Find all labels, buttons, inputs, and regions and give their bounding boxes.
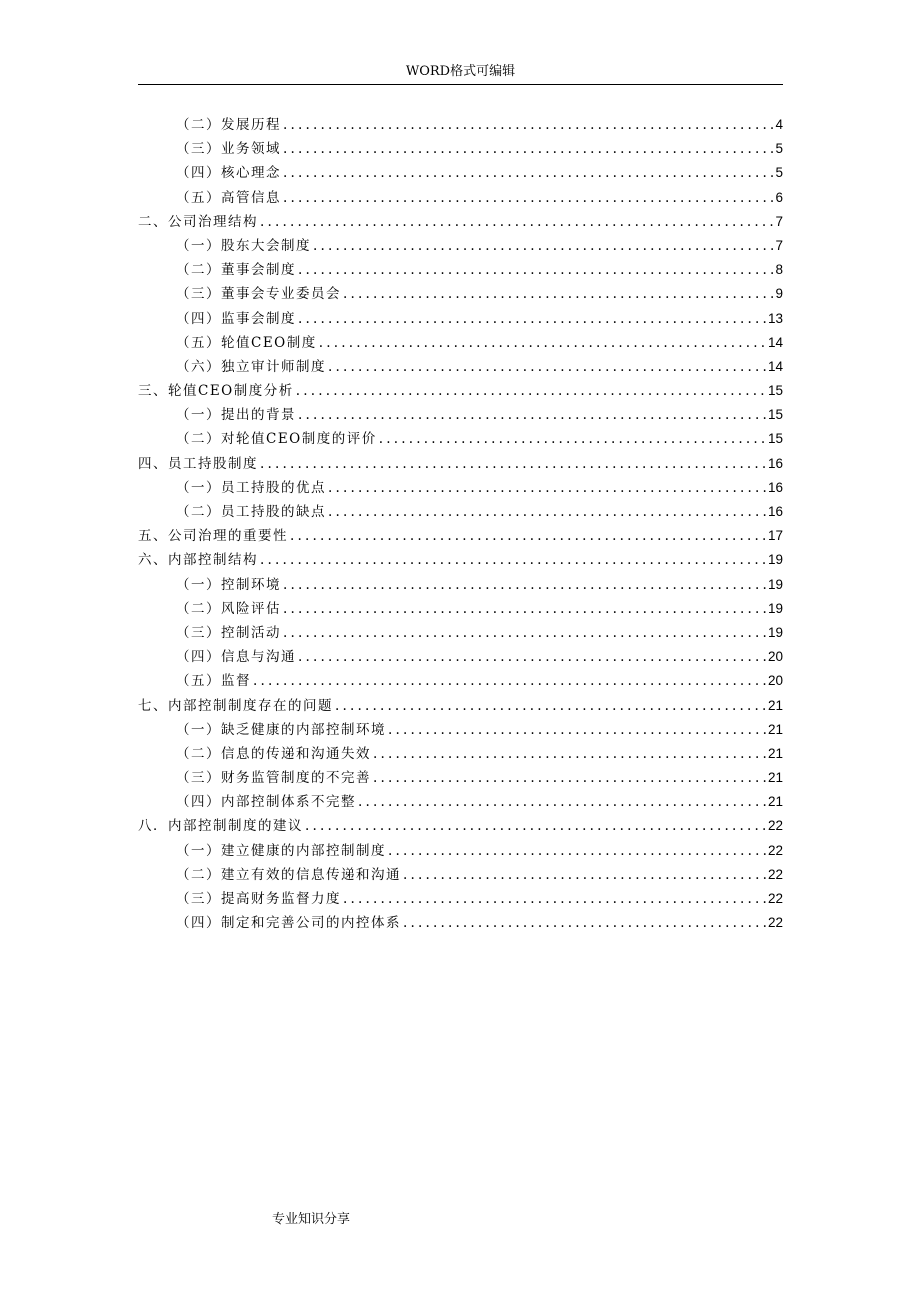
toc-entry-page-number: 19 (767, 600, 783, 616)
toc-dot-leader (373, 746, 766, 762)
toc-entry[interactable] (138, 331, 783, 355)
toc-entry-title: 二、公司治理结构 (138, 213, 258, 230)
toc-entry[interactable] (138, 548, 783, 572)
toc-entry-page-number: 6 (775, 189, 783, 205)
toc-dot-leader (298, 649, 766, 665)
toc-entry-title: 三、轮值CEO制度分析 (138, 383, 294, 400)
toc-entry-title: （二）信息的传递和沟通失效 (176, 745, 371, 762)
toc-entry-title: （四）监事会制度 (176, 310, 296, 327)
toc-entry[interactable] (138, 645, 783, 669)
toc-dot-leader (283, 577, 766, 593)
toc-entry[interactable] (138, 282, 783, 306)
toc-entry[interactable] (138, 500, 783, 524)
toc-entry[interactable] (138, 161, 783, 185)
toc-entry-page-number: 21 (767, 794, 783, 810)
toc-entry[interactable] (138, 307, 783, 331)
toc-dot-leader (260, 456, 766, 472)
toc-dot-leader (298, 311, 766, 327)
toc-entry-page-number: 22 (767, 818, 783, 834)
toc-entry-page-number: 13 (767, 310, 783, 326)
toc-dot-leader (373, 770, 766, 786)
toc-entry-title: （四）内部控制体系不完整 (176, 794, 356, 811)
toc-entry-title: （二）发展历程 (176, 117, 281, 133)
toc-entry[interactable] (138, 234, 783, 258)
toc-entry-page-number: 22 (767, 842, 783, 858)
toc-entry[interactable] (138, 258, 783, 282)
table-of-contents (138, 113, 783, 935)
toc-dot-leader (305, 818, 766, 834)
toc-dot-leader (283, 625, 766, 641)
toc-entry-page-number: 21 (767, 697, 783, 713)
toc-entry-title: 八．内部控制制度的建议 (138, 818, 303, 835)
toc-entry[interactable] (138, 790, 783, 814)
toc-dot-leader (343, 286, 773, 302)
toc-entry-title: （三）业务领域 (176, 141, 281, 158)
toc-entry-page-number: 9 (775, 286, 783, 302)
toc-entry[interactable] (138, 113, 783, 137)
toc-entry-title: （一）员工持股的优点 (176, 479, 326, 496)
toc-dot-leader (343, 891, 766, 907)
toc-entry-title: （五）高管信息 (176, 189, 281, 206)
toc-entry-title: （四）信息与沟通 (176, 649, 296, 666)
toc-entry-page-number: 16 (767, 504, 783, 519)
toc-dot-leader (253, 673, 766, 689)
toc-entry-title: （五）监督 (176, 673, 251, 690)
toc-entry-page-number: 19 (767, 624, 783, 640)
toc-entry-page-number: 15 (767, 407, 783, 423)
toc-dot-leader (298, 407, 766, 423)
toc-entry-title: （一）建立健康的内部控制制度 (176, 842, 386, 859)
toc-entry[interactable] (138, 766, 783, 790)
toc-entry[interactable] (138, 621, 783, 645)
toc-entry-page-number: 5 (775, 141, 783, 157)
toc-dot-leader (403, 867, 766, 883)
toc-entry-title: （一）提出的背景 (176, 407, 296, 424)
toc-entry-title: 六、内部控制结构 (138, 552, 258, 569)
toc-entry-page-number: 22 (767, 891, 783, 906)
toc-dot-leader (358, 794, 766, 810)
toc-entry[interactable] (138, 355, 783, 379)
toc-entry-page-number: 17 (767, 528, 783, 544)
toc-entry-title: （二）员工持股的缺点 (176, 504, 326, 520)
toc-dot-leader (379, 431, 766, 447)
toc-entry-page-number: 22 (767, 915, 783, 931)
toc-entry[interactable] (138, 137, 783, 161)
toc-entry-page-number: 19 (767, 552, 783, 568)
toc-entry[interactable] (138, 839, 783, 863)
toc-dot-leader (313, 238, 773, 254)
toc-entry-page-number: 21 (767, 745, 783, 761)
toc-entry-title: （一）控制环境 (176, 576, 281, 593)
toc-entry[interactable] (138, 573, 783, 597)
toc-entry[interactable] (138, 694, 783, 718)
toc-entry-title: （三）控制活动 (176, 624, 281, 641)
toc-entry-title: 七、内部控制制度存在的问题 (138, 697, 333, 714)
toc-entry-title: （二）对轮值CEO制度的评价 (176, 431, 377, 448)
toc-entry[interactable] (138, 476, 783, 500)
toc-entry-title: （三）董事会专业委员会 (176, 286, 341, 303)
toc-entry-page-number: 21 (767, 721, 783, 737)
toc-entry-page-number: 4 (775, 117, 783, 132)
toc-entry-title: （三）财务监管制度的不完善 (176, 770, 371, 787)
toc-entry-page-number: 14 (767, 358, 783, 374)
toc-entry[interactable] (138, 597, 783, 621)
toc-entry-title: （四）制定和完善公司的内控体系 (176, 915, 401, 932)
toc-entry-page-number: 16 (767, 479, 783, 495)
toc-dot-leader (298, 262, 773, 278)
toc-entry-title: （五）轮值CEO制度 (176, 334, 317, 351)
toc-entry[interactable] (138, 524, 783, 548)
toc-entry-title: （三）提高财务监督力度 (176, 891, 341, 907)
toc-dot-leader (335, 698, 766, 714)
toc-entry-page-number: 7 (775, 237, 783, 253)
toc-entry-title: 四、员工持股制度 (138, 455, 258, 472)
toc-dot-leader (290, 528, 766, 544)
toc-dot-leader (283, 601, 766, 617)
toc-dot-leader (319, 335, 766, 351)
toc-entry-page-number: 8 (775, 262, 783, 278)
toc-entry[interactable] (138, 911, 783, 935)
toc-dot-leader (283, 141, 773, 157)
toc-entry[interactable] (138, 379, 783, 403)
toc-entry[interactable] (138, 669, 783, 693)
toc-entry[interactable] (138, 452, 783, 476)
toc-dot-leader (260, 214, 773, 230)
toc-dot-leader (296, 383, 766, 399)
toc-dot-leader (283, 117, 773, 133)
toc-dot-leader (403, 915, 766, 931)
toc-entry[interactable] (138, 186, 783, 210)
toc-dot-leader (328, 504, 766, 520)
toc-dot-leader (328, 480, 766, 496)
toc-dot-leader (283, 165, 773, 181)
toc-dot-leader (328, 359, 766, 375)
toc-dot-leader (283, 190, 773, 206)
toc-entry-title: （一）缺乏健康的内部控制环境 (176, 721, 386, 738)
toc-entry-page-number: 20 (767, 673, 783, 689)
toc-entry-title: （四）核心理念 (176, 165, 281, 182)
toc-entry[interactable] (138, 403, 783, 427)
toc-entry-page-number: 5 (775, 165, 783, 181)
toc-entry[interactable] (138, 863, 783, 887)
toc-entry-page-number: 19 (767, 576, 783, 592)
toc-entry-page-number: 15 (767, 431, 783, 447)
toc-entry-title: （二）建立有效的信息传递和沟通 (176, 866, 401, 883)
toc-dot-leader (260, 552, 766, 568)
page-header: WORD格式可编辑 (138, 62, 783, 85)
toc-entry-page-number: 20 (767, 649, 783, 665)
toc-entry-page-number: 7 (775, 213, 783, 229)
toc-entry-page-number: 21 (767, 770, 783, 786)
toc-entry-page-number: 14 (767, 334, 783, 350)
toc-entry-title: （二）董事会制度 (176, 262, 296, 279)
toc-entry-title: （一）股东大会制度 (176, 237, 311, 254)
toc-entry-page-number: 22 (767, 866, 783, 882)
toc-entry[interactable] (138, 210, 783, 234)
toc-entry[interactable] (138, 887, 783, 911)
toc-entry[interactable] (138, 427, 783, 451)
toc-entry-page-number: 15 (767, 383, 783, 399)
toc-dot-leader (388, 843, 766, 859)
toc-dot-leader (388, 722, 766, 738)
toc-entry[interactable] (138, 742, 783, 766)
page-footer: 专业知识分享 (272, 1212, 351, 1227)
toc-entry-title: （二）风险评估 (176, 600, 281, 617)
toc-entry-title: 五、公司治理的重要性 (138, 528, 288, 545)
toc-entry-page-number: 16 (767, 455, 783, 471)
toc-entry-title: （六）独立审计师制度 (176, 358, 326, 375)
toc-entry[interactable] (138, 814, 783, 838)
toc-entry[interactable] (138, 718, 783, 742)
